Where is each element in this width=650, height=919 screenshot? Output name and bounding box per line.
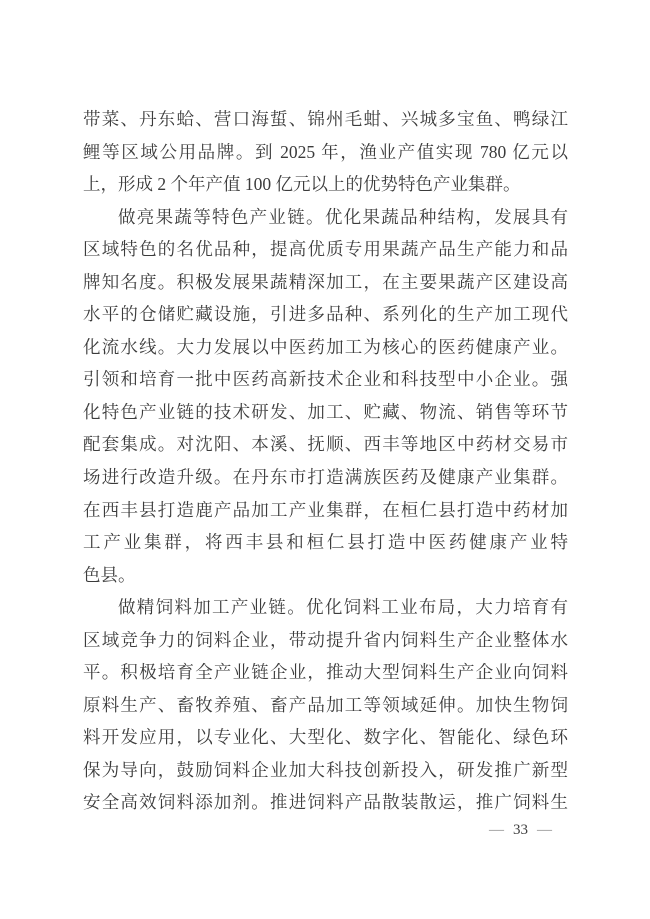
text-line: 在西丰县打造鹿产品加工产业集群，在桓仁县打造中药材加 xyxy=(83,499,568,520)
text-line: 区域竞争力的饲料企业，带动提升省内饲料生产企业整体水 xyxy=(83,629,568,650)
text-line: 保为导向，鼓励饲料企业加大科技创新投入，研发推广新型 xyxy=(83,759,568,780)
page-number-dash-right: — xyxy=(537,822,552,838)
text-line: 料开发应用，以专业化、大型化、数字化、智能化、绿色环 xyxy=(83,727,568,748)
text-line: 带菜、丹东蛤、营口海蜇、锦州毛蚶、兴城多宝鱼、鸭绿江 xyxy=(83,109,568,129)
text-line: 做亮果蔬等特色产业链。优化果蔬品种结构，发展具有 xyxy=(118,206,568,227)
text-line: 水平的仓储贮藏设施，引进多品种、系列化的生产加工现代 xyxy=(83,304,568,325)
page-footer xyxy=(489,820,552,840)
text-line: 色县。 xyxy=(83,564,136,585)
text-line: 做精饲料加工产业链。优化饲料工业布局，大力培育有 xyxy=(118,597,568,618)
page-number: 33 xyxy=(513,822,528,838)
text-line: 化特色产业链的技术研发、加工、贮藏、物流、销售等环节 xyxy=(83,401,568,422)
text-line: 引领和培育一批中医药高新技术企业和科技型中小企业。强 xyxy=(83,369,568,390)
text-line: 原料生产、畜牧养殖、畜产品加工等领域延伸。加快生物饲 xyxy=(83,694,568,715)
text-line: 配套集成。对沈阳、本溪、抚顺、西丰等地区中药材交易市 xyxy=(83,434,568,455)
text-line: 安全高效饲料添加剂。推进饲料产品散装散运，推广饲料生 xyxy=(83,792,568,813)
text-line: 鲤等区域公用品牌。到 2025 年，渔业产值实现 780 亿元以 xyxy=(83,141,568,162)
paragraph xyxy=(83,103,568,201)
document-text-block xyxy=(83,103,568,819)
text-line: 上，形成 2 个年产值 100 亿元以上的优势特色产业集群。 xyxy=(83,174,521,195)
text-line: 化流水线。大力发展以中医药加工为核心的医药健康产业。 xyxy=(83,336,568,357)
text-line: 工产业集群，将西丰县和桓仁县打造中医药健康产业特 xyxy=(83,532,568,553)
text-line: 区域特色的名优品种，提高优质专用果蔬产品生产能力和品 xyxy=(83,239,568,260)
text-line: 平。积极培育全产业链企业，推动大型饲料生产企业向饲料 xyxy=(83,662,568,683)
text-line: 牌知名度。积极发展果蔬精深加工，在主要果蔬产区建设高 xyxy=(83,271,568,292)
paragraph xyxy=(83,591,568,819)
page-number-dash-left: — xyxy=(489,822,504,838)
paragraph xyxy=(83,201,568,592)
text-line: 场进行改造升级。在丹东市打造满族医药及健康产业集群。 xyxy=(83,467,568,488)
